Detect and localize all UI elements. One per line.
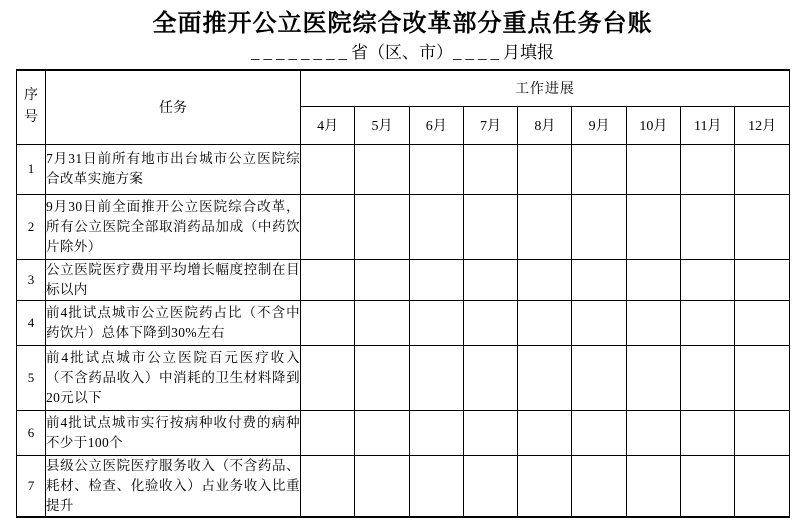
table-row xyxy=(17,259,790,300)
progress-cell xyxy=(301,259,355,300)
progress-cell xyxy=(355,455,409,517)
progress-cell xyxy=(409,345,463,410)
progress-cell xyxy=(626,345,680,410)
progress-cell xyxy=(409,300,463,345)
progress-cell xyxy=(355,300,409,345)
progress-cell xyxy=(409,410,463,455)
progress-cell xyxy=(518,345,572,410)
header-month-dec: 12月 xyxy=(735,106,790,144)
row-number: 7 xyxy=(17,455,46,517)
progress-cell xyxy=(301,300,355,345)
row-number: 2 xyxy=(17,194,46,259)
header-month-apr: 4月 xyxy=(301,106,355,144)
header-month-jun: 6月 xyxy=(409,106,463,144)
province-blank: ________ xyxy=(251,43,351,62)
progress-cell xyxy=(409,455,463,517)
progress-cell xyxy=(355,259,409,300)
header-month-nov: 11月 xyxy=(681,106,735,144)
progress-cell xyxy=(626,410,680,455)
progress-cell xyxy=(463,194,517,259)
header-month-sep: 9月 xyxy=(572,106,626,144)
progress-cell xyxy=(735,455,790,517)
progress-cell xyxy=(681,300,735,345)
progress-cell xyxy=(518,455,572,517)
row-number: 4 xyxy=(17,300,46,345)
progress-cell xyxy=(681,144,735,194)
progress-cell xyxy=(572,455,626,517)
progress-cell xyxy=(735,144,790,194)
progress-cell xyxy=(735,410,790,455)
progress-cell xyxy=(572,410,626,455)
task-cell: 前4批试点城市公立医院百元医疗收入（不含药品收入）中消耗的卫生材料降到20元以下 xyxy=(46,345,301,410)
progress-cell xyxy=(572,194,626,259)
progress-cell xyxy=(681,455,735,517)
table-row xyxy=(17,300,790,345)
header-month-may: 5月 xyxy=(355,106,409,144)
progress-cell xyxy=(463,345,517,410)
progress-cell xyxy=(355,410,409,455)
row-number: 3 xyxy=(17,259,46,300)
progress-cell xyxy=(626,300,680,345)
header-serial-number: 序号 xyxy=(17,70,46,144)
progress-cell xyxy=(463,300,517,345)
progress-cell xyxy=(409,144,463,194)
progress-cell xyxy=(355,345,409,410)
header-row-top xyxy=(17,70,790,106)
task-cell: 9月30日前全面推开公立医院综合改革，所有公立医院全部取消药品加成（中药饮片除外） xyxy=(46,194,301,259)
progress-cell xyxy=(355,194,409,259)
province-label: 省（区、市） xyxy=(351,43,453,62)
table-row xyxy=(17,455,790,517)
table-row xyxy=(17,194,790,259)
progress-cell xyxy=(626,144,680,194)
task-cell: 公立医院医疗费用平均增长幅度控制在目标以内 xyxy=(46,259,301,300)
table-row xyxy=(17,144,790,194)
task-cell: 前4批试点城市实行按病种收付费的病种不少于100个 xyxy=(46,410,301,455)
progress-cell xyxy=(572,345,626,410)
task-ledger-table xyxy=(16,69,790,518)
progress-cell xyxy=(681,410,735,455)
progress-cell xyxy=(463,144,517,194)
progress-cell xyxy=(626,194,680,259)
progress-cell xyxy=(355,144,409,194)
progress-cell xyxy=(572,144,626,194)
progress-cell xyxy=(409,194,463,259)
page-title: 全面推开公立医院综合改革部分重点任务台账 xyxy=(152,11,653,37)
progress-cell xyxy=(301,144,355,194)
progress-cell xyxy=(301,410,355,455)
header-month-aug: 8月 xyxy=(518,106,572,144)
progress-cell xyxy=(301,345,355,410)
progress-cell xyxy=(681,194,735,259)
task-cell: 前4批试点城市公立医院药占比（不含中药饮片）总体下降到30%左右 xyxy=(46,300,301,345)
row-number: 6 xyxy=(17,410,46,455)
month-label: 月填报 xyxy=(503,43,554,62)
subtitle-line xyxy=(0,42,805,64)
header-month-jul: 7月 xyxy=(463,106,517,144)
progress-cell xyxy=(735,345,790,410)
progress-cell xyxy=(626,455,680,517)
task-cell: 7月31日前所有地市出台城市公立医院综合改革实施方案 xyxy=(46,144,301,194)
progress-cell xyxy=(463,455,517,517)
progress-cell xyxy=(518,410,572,455)
task-cell: 县级公立医院医疗服务收入（不含药品、耗材、检查、化验收入）占业务收入比重提升 xyxy=(46,455,301,517)
progress-cell xyxy=(409,259,463,300)
progress-cell xyxy=(681,259,735,300)
progress-cell xyxy=(518,259,572,300)
progress-cell xyxy=(518,300,572,345)
progress-cell xyxy=(518,144,572,194)
progress-cell xyxy=(572,259,626,300)
progress-cell xyxy=(572,300,626,345)
progress-cell xyxy=(518,194,572,259)
progress-cell xyxy=(681,345,735,410)
table-row xyxy=(17,345,790,410)
header-task: 任务 xyxy=(46,70,301,144)
progress-cell xyxy=(301,194,355,259)
progress-cell xyxy=(301,455,355,517)
month-blank: ____ xyxy=(453,43,503,62)
header-month-oct: 10月 xyxy=(626,106,680,144)
header-work-progress: 工作进展 xyxy=(301,70,790,106)
progress-cell xyxy=(626,259,680,300)
table-row xyxy=(17,410,790,455)
progress-cell xyxy=(735,300,790,345)
row-number: 1 xyxy=(17,144,46,194)
row-number: 5 xyxy=(17,345,46,410)
progress-cell xyxy=(463,410,517,455)
progress-cell xyxy=(735,259,790,300)
progress-cell xyxy=(463,259,517,300)
progress-cell xyxy=(735,194,790,259)
